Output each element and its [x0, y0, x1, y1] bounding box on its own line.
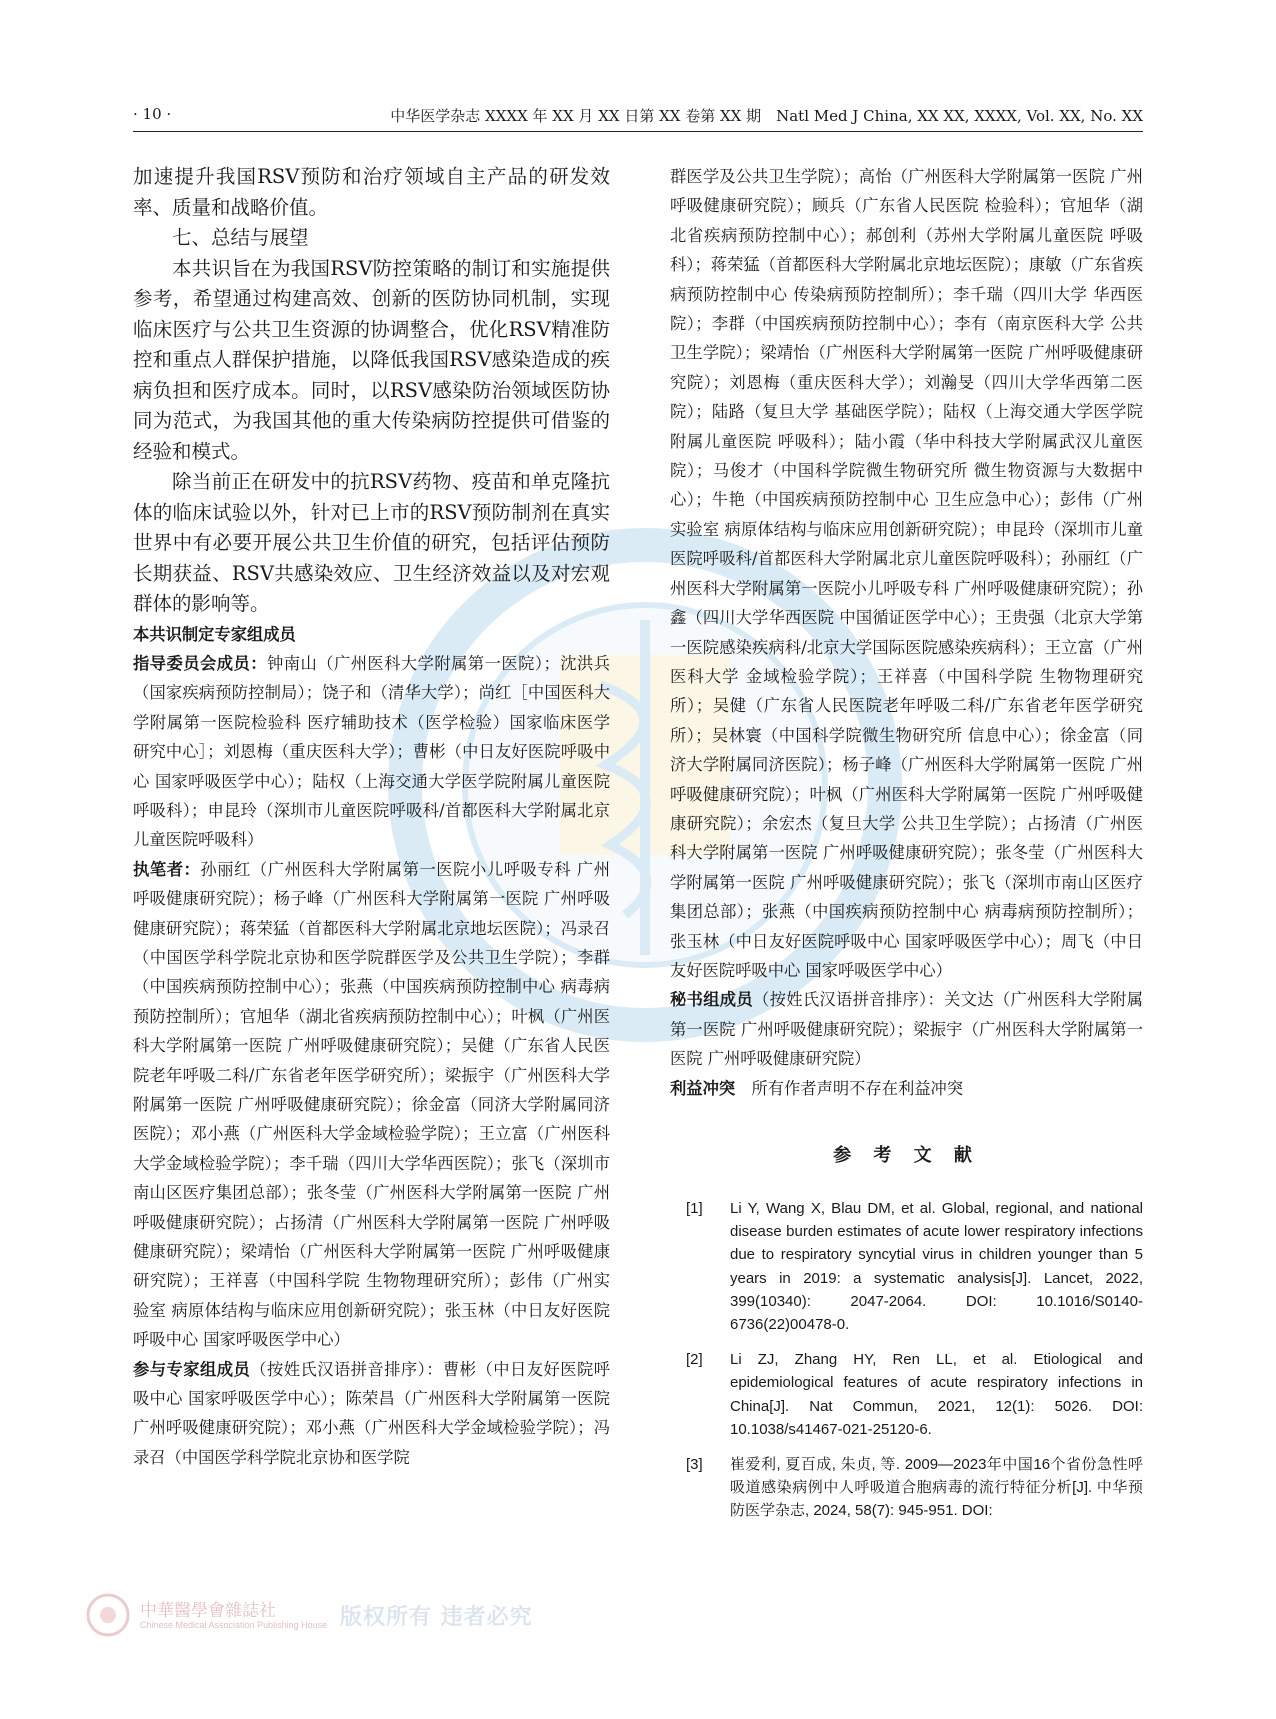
publisher-watermark	[85, 1592, 565, 1642]
journal-citation-line: 中华医学杂志 XXXX 年 XX 月 XX 日第 XX 卷第 XX 期 Natl Med J China, XX XX, XXXX, Vol. XX, No. XX	[390, 107, 1143, 125]
reference-text: Li ZJ, Zhang HY, Ren LL, et al. Etiological and epidemiological features of acute respiratory infections in China[J]. Nat Commun, 2021, 12(1): 5026. DOI: 10.1038/s41467-021-25120-6.	[730, 1351, 1143, 1438]
participants	[133, 1355, 610, 1473]
secretary-members: （按姓氏汉语拼音排序）：关文达（广州医科大学附属第一医院 广州呼吸健康研究院）；梁振宇（广州医科大学附属第一医院 广州呼吸健康研究院）	[670, 990, 1143, 1069]
paragraph: 除当前正在研发中的抗RSV药物、疫苗和单克隆抗体的临床试验以外，针对已上市的RSV预防制剂在真实世界中有必要开展公共卫生价值的研究，包括评估预防长期获益、RSV共感染效应、卫生经济效益以及对宏观群体的影响等。	[133, 470, 610, 615]
paragraph: 加速提升我国RSV预防和治疗领域自主产品的研发效率、质量和战略价值。	[133, 165, 610, 219]
reference-number: [3]	[686, 1456, 703, 1474]
steering-label: 指导委员会成员：	[133, 653, 267, 673]
right-column	[670, 162, 1143, 1535]
publisher-name-cn: 中華醫學會雜誌社	[140, 1601, 276, 1621]
reference-number: [2]	[686, 1351, 703, 1369]
reference-text: 崔爱利, 夏百成, 朱贞, 等. 2009—2023年中国16个省份急性呼吸道感染病例中人呼吸道合胞病毒的流行特征分析[J]. 中华预防医学杂志, 2024, 58(7): 945-951. DOI:	[730, 1456, 1143, 1520]
writers	[133, 855, 610, 1355]
conflict-of-interest	[670, 1074, 1143, 1103]
reference-item	[670, 1197, 1143, 1336]
experts-title: 本共识制定专家组成员	[133, 624, 296, 644]
publisher-name-en: Chinese Medical Association Publishing House	[140, 1620, 328, 1630]
secretary-group	[670, 985, 1143, 1073]
section-heading: 七、总结与展望	[172, 226, 309, 249]
participants-note: （按姓氏汉语拼音排序）：	[250, 1359, 444, 1379]
paragraph: 本共识旨在为我国RSV防控策略的制订和实施提供参考，希望通过构建高效、创新的医防协同机制，实现临床医疗与公共卫生资源的协调整合，优化RSV精准防控和重点人群保护措施，以降低我国RSV感染造成的疾病负担和医疗成本。同时，以RSV感染防治领域医防协同为范式，为我国其他的重大传染病防控提供可借鉴的经验和模式。	[133, 256, 610, 463]
participants-continued: 群医学及公共卫生学院）；高怡（广州医科大学附属第一医院 广州呼吸健康研究院）；顾兵（广东省人民医院 检验科）；官旭华（湖北省疾病预防控制中心）；郝创利（苏州大学附属儿童医院 呼吸科）；蒋荣猛（首都医科大学附属北京地坛医院）；康敏（广东省疾病预防控制中心 传染病预防控制所）；李千瑞（四川大学 华西医院）；李群（中国疾病预防控制中心）；李有（南京医科大学 公共卫生学院）；梁靖怡（广州医科大学附属第一医院 广州呼吸健康研究院）；刘恩梅（重庆医科大学）；刘瀚旻（四川大学华西第二医院）；陆路（复旦大学 基础医学院）；陆权（上海交通大学医学院附属儿童医院 呼吸科）；陆小霞（华中科技大学附属武汉儿童医院）；马俊才（中国科学院微生物研究所 微生物资源与大数据中心）；牛艳（中国疾病预防控制中心 卫生应急中心）；彭伟（广州实验室 病原体结构与临床应用创新研究院）；申昆玲（深圳市儿童医院呼吸科/首都医科大学附属北京儿童医院呼吸科）；孙丽红（广州医科大学附属第一医院小儿呼吸专科 广州呼吸健康研究院）；孙鑫（四川大学华西医院 中国循证医学中心）；王贵强（北京大学第一医院感染疾病科/北京大学国际医院感染疾病科）；王立富（广州医科大学 金域检验学院）；王祥喜（中国科学院 生物物理研究所）；吴健（广东省人民医院老年呼吸二科/广东省老年医学研究所）；吴林寰（中国科学院微生物研究所 信息中心）；徐金富（同济大学附属同济医院）；杨子峰（广州医科大学附属第一医院 广州呼吸健康研究院）；叶枫（广州医科大学附属第一医院 广州呼吸健康研究院）；余宏杰（复旦大学 公共卫生学院）；占扬清（广州医科大学附属第一医院 广州呼吸健康研究院）；张冬莹（广州医科大学附属第一医院 广州呼吸健康研究院）；张飞（深圳市南山区医疗集团总部）；张燕（中国疾病预防控制中心 病毒病预防控制所）；张玉林（中日友好医院呼吸中心 国家呼吸医学中心）；周飞（中日友好医院呼吸中心 国家呼吸医学中心）	[670, 167, 1143, 980]
reference-text: Li Y, Wang X, Blau DM, et al. Global, regional, and national disease burden estimates of acute lower respiratory infections due to respiratory syncytial virus in children younger than 5 years in 2019: a systematic analysis[J]. Lancet, 2022, 399(10340): 2047-2064. DOI: 10.1016/S0140-6736(22)00478-0.	[730, 1200, 1143, 1334]
participants-label: 参与专家组成员	[133, 1359, 251, 1379]
left-column	[133, 162, 610, 1472]
conflict-label: 利益冲突	[670, 1078, 736, 1098]
secretary-label: 秘书组成员	[670, 990, 754, 1010]
reference-number: [1]	[686, 1200, 703, 1217]
copyright-notice: 版权所有 违者必究	[340, 1605, 533, 1630]
reference-item	[670, 1453, 1143, 1523]
writers-members: 孙丽红（广州医科大学附属第一医院小儿呼吸专科 广州呼吸健康研究院）；杨子峰（广州医科大学附属第一医院 广州呼吸健康研究院）；蒋荣猛（首都医科大学附属北京地坛医院）；冯录召（中国医学科学院北京协和医学院群医学及公共卫生学院）；李群（中国疾病预防控制中心）；张燕（中国疾病预防控制中心 病毒病预防控制所）；官旭华（湖北省疾病预防控制中心）；叶枫（广州医科大学附属第一医院 广州呼吸健康研究院）；吴健（广东省人民医院老年呼吸二科/广东省老年医学研究所）；梁振宇（广州医科大学附属第一医院 广州呼吸健康研究院）；徐金富（同济大学附属同济医院）；邓小燕（广州医科大学金域检验学院）；王立富（广州医科大学金域检验学院）；李千瑞（四川大学华西医院）；张飞（深圳市南山区医疗集团总部）；张冬莹（广州医科大学附属第一医院 广州呼吸健康研究院）；占扬清（广州医科大学附属第一医院 广州呼吸健康研究院）；梁靖怡（广州医科大学附属第一医院 广州呼吸健康研究院）；王祥喜（中国科学院 生物物理研究所）；彭伟（广州实验室 病原体结构与临床应用创新研究院）；张玉林（中日友好医院呼吸中心 国家呼吸医学中心）	[133, 859, 610, 1350]
steering-committee	[133, 649, 610, 855]
participants-members: 曹彬（中日友好医院呼吸中心 国家呼吸医学中心）；陈荣昌（广州医科大学附属第一医院 广州呼吸健康研究院）；邓小燕（广州医科大学金域检验学院）；冯录召（中国医学科学院北京协和医学院	[133, 1359, 610, 1467]
flower-logo-icon	[85, 1592, 131, 1638]
running-header	[133, 103, 1143, 132]
references-title: 参 考 文 献	[833, 1145, 980, 1166]
writers-label: 执笔者：	[133, 859, 201, 879]
conflict-text: 所有作者声明不存在利益冲突	[751, 1078, 964, 1098]
steering-members: 钟南山（广州医科大学附属第一医院）；沈洪兵（国家疾病预防控制局）；饶子和（清华大学）；尚红［中国医科大学附属第一医院检验科 医疗辅助技术（医学检验）国家临床医学研究中心］；刘恩梅（重庆医科大学）；曹彬（中日友好医院呼吸中心 国家呼吸医学中心）；陆权（上海交通大学医学院附属儿童医院 呼吸科）；申昆玲（深圳市儿童医院呼吸科/首都医科大学附属北京儿童医院呼吸科）	[133, 653, 610, 850]
page-number: · 10 ·	[133, 105, 172, 123]
reference-item	[670, 1348, 1143, 1441]
